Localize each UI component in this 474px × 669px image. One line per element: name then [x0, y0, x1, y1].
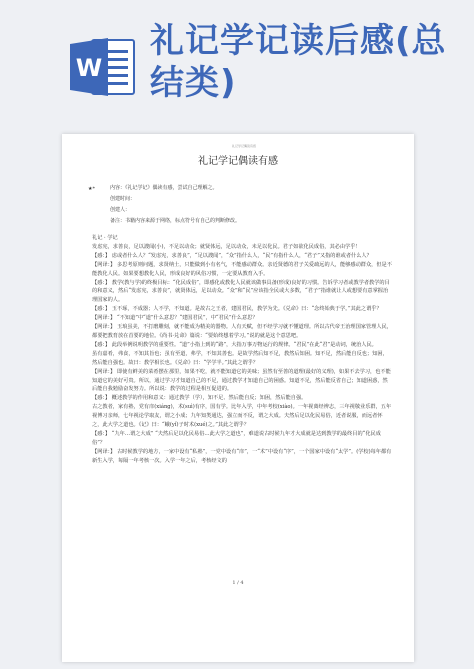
document-banner — [0, 0, 474, 132]
paragraph: 礼记 · 学记 — [92, 235, 118, 241]
word-logo-letter: W — [75, 54, 103, 82]
paragraph: 【网译：】 多思考原则问题，求贤纳士，只能做到小有名气，不能感动群众。亲近贤德的君子关爱疏远的人，能够感动群众，但是不能教化人民。如果要想教化人民，形成良好的风俗习惯，一定要从教育入手。 — [92, 261, 392, 277]
paragraph: 发虑宪，求善良，足以謏闻(小)，不足以动众；就贤体远，足以动众，未足以化民。君子如欲化民成俗，其必由学乎！ — [92, 243, 361, 250]
doc-title-small: 礼记学记偶读有感 — [232, 144, 257, 148]
paragraph: 【网译：】 即使有鲜美的菜肴摆在那里，如果不吃，就不能知道它的美味；虽然有至善的道理(最好的义理)，如果不去学习，也不能知道它的美好可贵。所以，通过学习才知道自己的不足，通过教学才知道自己的困惑。知道不足，然后能反省自己；知道困惑，然后能自我勉励奋发努力。所以说：教学的过程是相互促进的。 — [92, 368, 391, 393]
paragraph: 【网译：】 “不知道”中“道”什么意思？“建国君民”，中“君民”什么意思？ — [92, 315, 258, 322]
meta-creator: 创建人： — [110, 207, 131, 213]
paragraph: 虽有嘉肴，弗食，不知其旨也；虽有至道，弗学，不知其善也。是故学然后知不足，教然后知困。知不足，然后能自反也；知困，然后能自强也。故曰：教学相长也。《兑命》曰：“学学半。”其此之谓乎？ — [92, 350, 388, 366]
paragraph: 【感：】 虑或者什么人？“发虑宪，求善良”，“足以謏闻”，“众”指什么人，“民”有指什么人，“君子”又指的谁或者什么人？ — [92, 252, 372, 259]
bullet-mark: ★* — [88, 186, 95, 192]
doc-title: 礼记学记偶读有感 — [198, 156, 278, 167]
paragraph: 【感：】 概述教学的作用和意义：通过教学（学），知不足、然后能自反；知困，然后能自强。 — [92, 395, 307, 402]
paragraph: 【网译：】 玉琅虽美，不打磨雕刻，就不能成为精美的器物。人有天赋，但不经学习就不懂道理。所以古代帝王治理国家管理人民，都要把教育放在首要的地位。《尚书·兑命》篇说：“要始终想着学习。”说的就是这个意思吧。 — [92, 324, 392, 339]
paragraph: 【感：】 教学(教与学)的终极目标：“化民成俗”，即感化或教化人民就该做事具备(形成)良好的习惯。告诉学习者或教学者教学的目的和意义，然后“发虑宪，求善良”，就贤体远，足以动众。“众”和“民”应该指全民或大多数，“君子”指谁就让人或想要有意掌握治理国家的人。 — [92, 279, 390, 304]
paragraph: 【网译：】 古时候教学的地方，一家中设有“私塾”，一党中设有“庠”，一“术”中设有“序”，一个国家中设有“太学”。(学校)每年都有新生入学，每隔一年考核一次。入学一年之后，考核经文的 — [92, 448, 392, 464]
page-number: 1 / 4 — [232, 580, 244, 586]
paragraph: 古之教者，家有塾，党有庠(xiáng)，术(suì)有序，国有学。比年入学，中年考校(xiào)。一年视离经辨志，三年视敬业乐群，五年视博习亲师，七年视论学取友，谓之小成；九年知类通达，强立而不反，谓之大成。夫然后足以化民易俗，近者说服，而远者怀之，此大学之道也。《记》曰：“蛾(yǐ)子时术(xué)之。”其此之谓乎？ — [92, 404, 392, 429]
document-body — [92, 234, 392, 466]
paragraph: 【感：】 “九年…谓之大成” “夫然后足以化民易俗…此大学之道也”，难道说古时候九年才大成就是达到教学的最终目的“化民成俗”？ — [92, 430, 381, 446]
paragraph: 【感：】 此段举例说明教学的重要性。“道”小指上到的“路”，大指万事万物运行的规律。“君民”在此“君”是动词，统治人民。 — [92, 341, 377, 348]
meta-created-time: 创建时间： — [110, 196, 136, 202]
meta-remark: 备注：书籍内容来源于网络，标点符号有自己的判断修改。 — [110, 218, 241, 224]
document-page — [62, 134, 414, 662]
banner-title: 礼记学记读后感(总结类) — [150, 21, 447, 103]
meta-content: 内容：《礼记学记》偶读有感，尝试自己理解之。 — [110, 185, 218, 191]
paragraph: 【感：】 玉不琢，不成器；人不学，不知道。是故古之王者，建国君民，教学为先。《兑命》曰：“念终始典于学。”其此之谓乎？ — [92, 306, 382, 313]
word-document-icon — [68, 34, 138, 100]
